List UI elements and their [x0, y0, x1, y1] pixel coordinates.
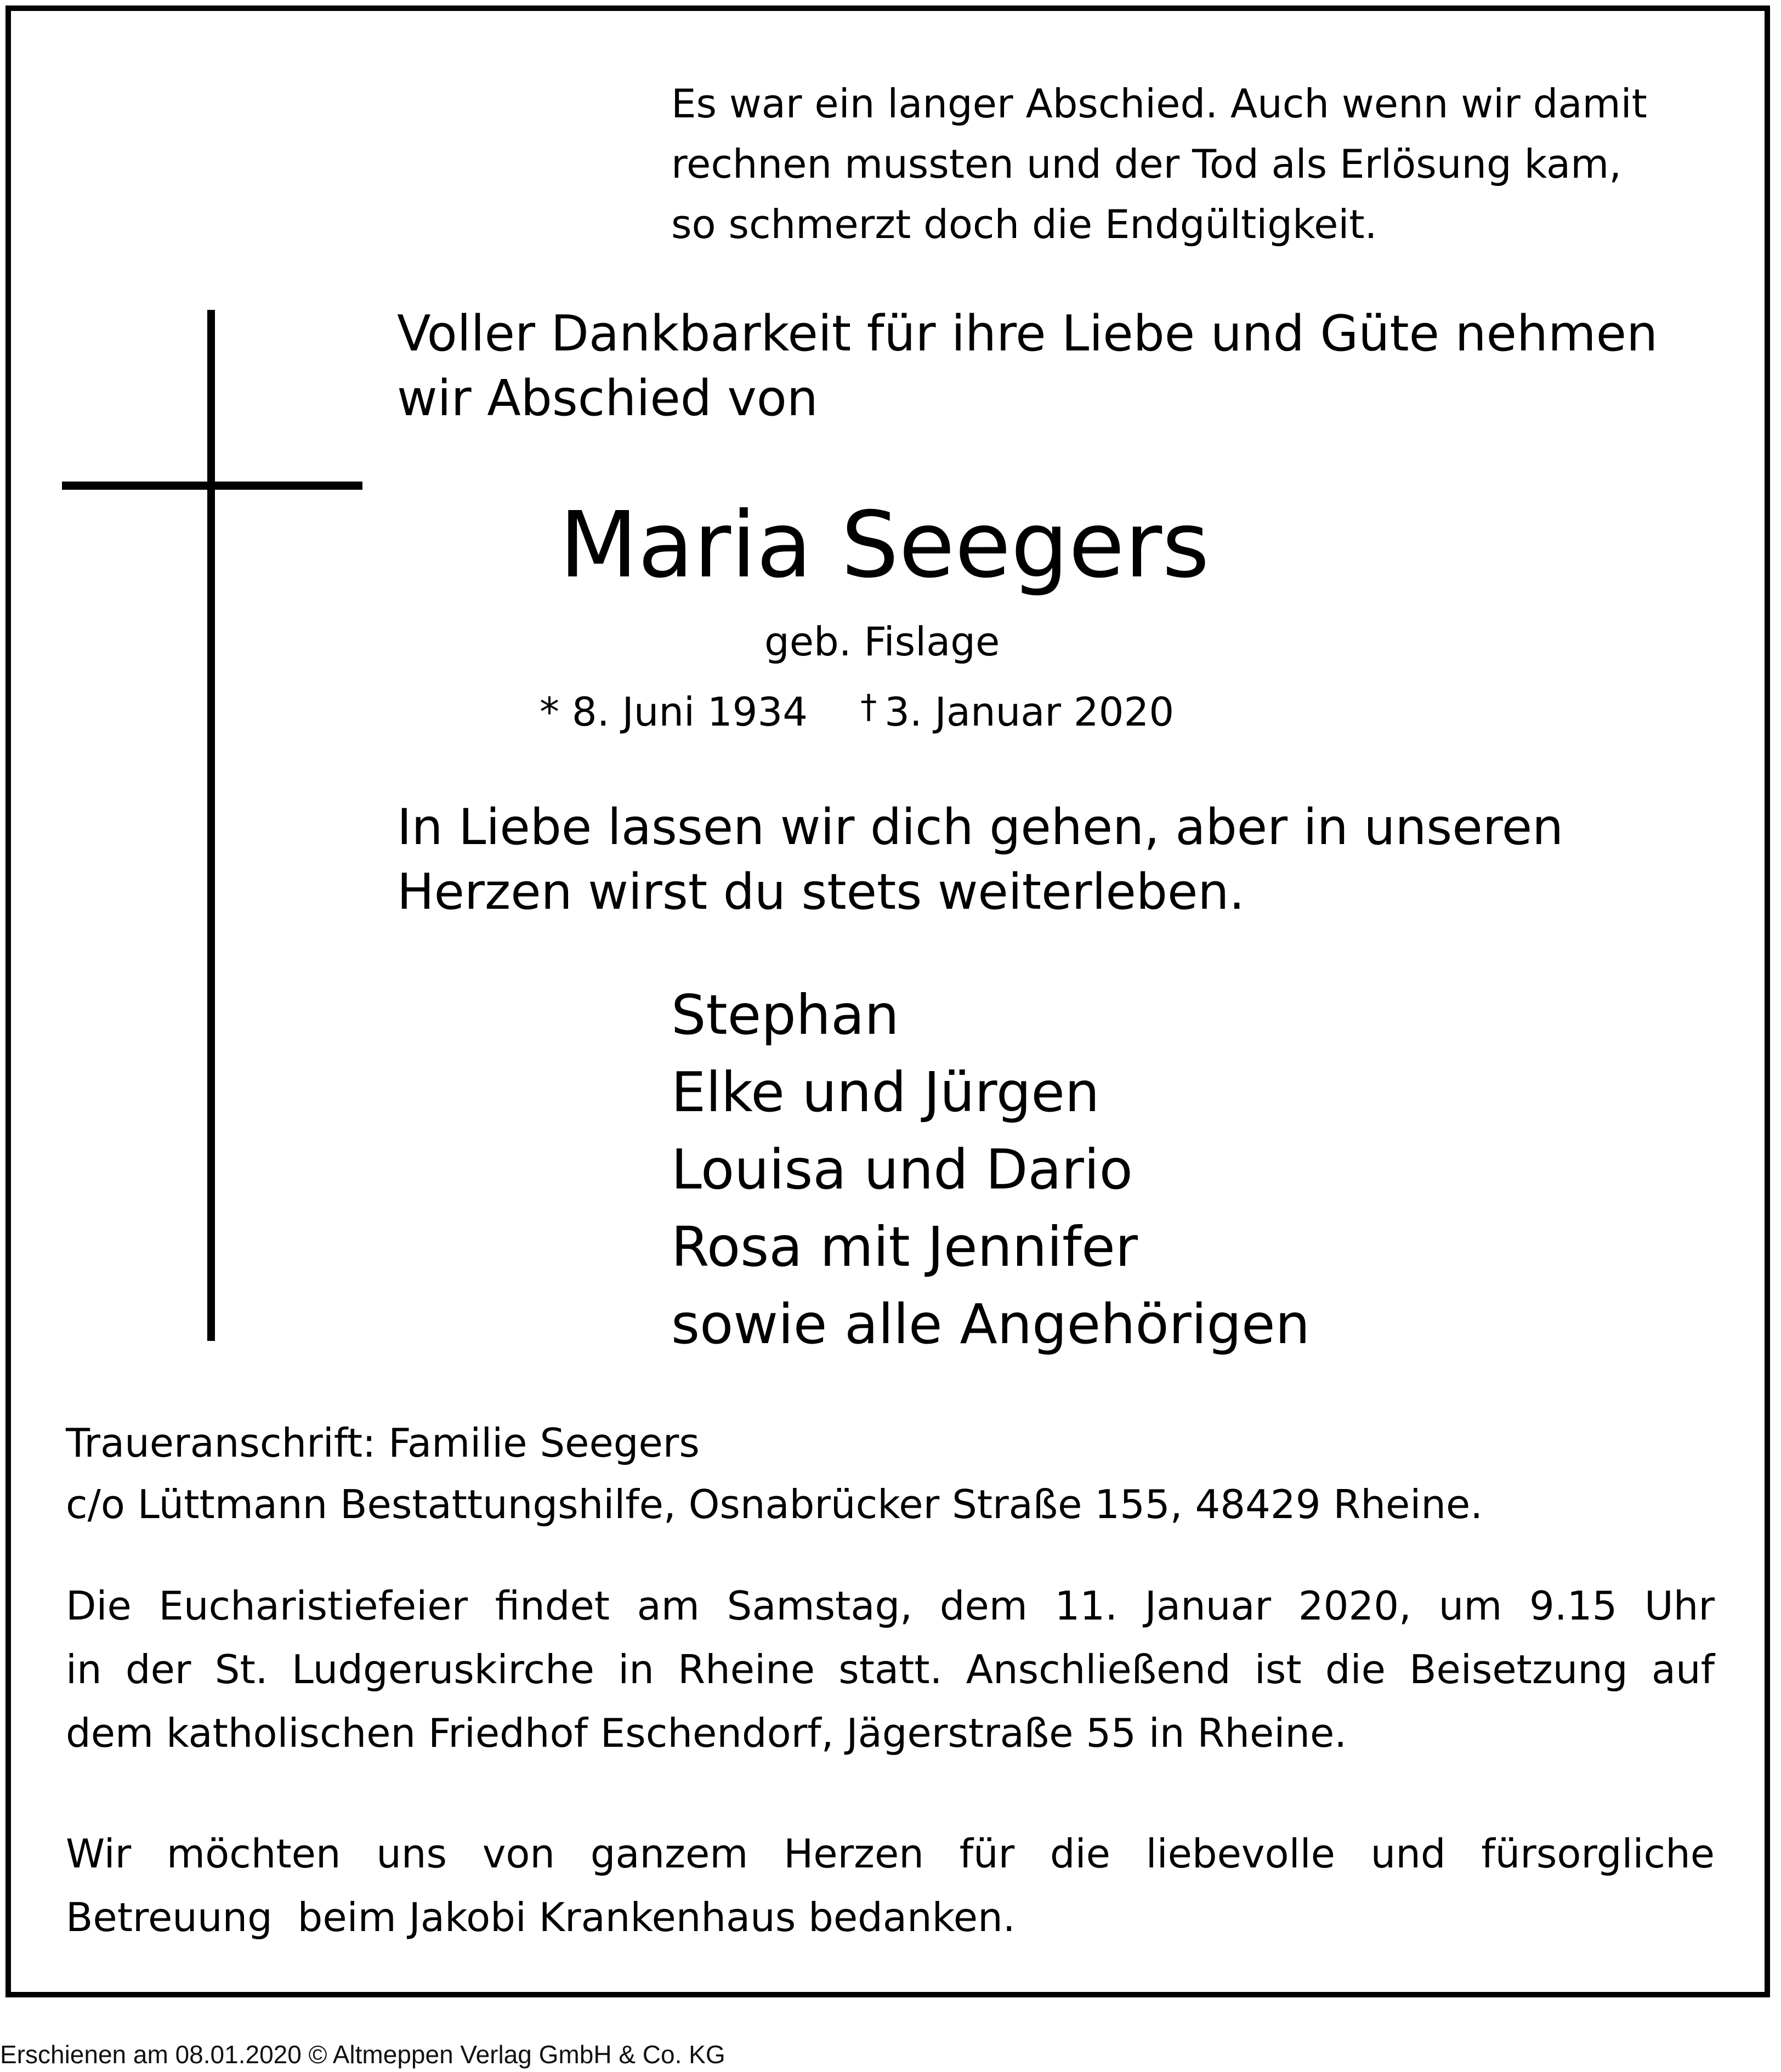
death-date: 3. Januar 2020 — [884, 689, 1175, 735]
quote-line: so schmerzt doch die Endgültigkeit. — [671, 201, 1377, 247]
quote-line: rechnen mussten und der Tod als Erlösung kam, — [671, 141, 1622, 187]
thanks-line: Wir möchten uns von ganzem Herzen für die liebevolle und fürsorgliche — [66, 1831, 1715, 1877]
verse-line: In Liebe lassen wir dich gehen, aber in unseren — [397, 799, 1564, 856]
thanks-line: Betreuung beim Jakobi Krankenhaus bedanken. — [66, 1894, 1016, 1940]
mourner: sowie alle Angehörigen — [671, 1292, 1310, 1356]
intro-text — [397, 302, 1658, 431]
thanks-note — [66, 1822, 1715, 1949]
mourning-address — [66, 1412, 1483, 1535]
ceremony-line: dem katholischen Friedhof Eschendorf, Jägerstraße 55 in Rheine. — [66, 1710, 1347, 1756]
quote-line: Es war ein langer Abschied. Auch wenn wir damit — [671, 81, 1647, 127]
address-line: Traueranschrift: Familie Seegers — [66, 1420, 700, 1466]
ceremony-line: in der St. Ludgeruskirche in Rheine statt. Anschließend ist die Beisetzung auf — [66, 1646, 1715, 1692]
publication-footer: Erschienen am 08.01.2020 © Altmeppen Verlag GmbH & Co. KG — [0, 2040, 725, 2069]
deceased-name: Maria Seegers — [559, 492, 1210, 598]
life-dates — [540, 687, 1174, 739]
verse-line: Herzen wirst du stets weiterleben. — [397, 863, 1245, 921]
mourner: Elke und Jürgen — [671, 1060, 1100, 1124]
mourner: Louisa und Dario — [671, 1137, 1133, 1202]
birth-date: * 8. Juni 1934 — [540, 689, 808, 735]
cross-icon-crossbar — [62, 482, 362, 490]
mourner: Rosa mit Jennifer — [671, 1215, 1138, 1279]
intro-line: wir Abschied von — [397, 370, 818, 427]
mourner: Stephan — [671, 983, 899, 1047]
address-line: c/o Lüttmann Bestattungshilfe, Osnabrücker Straße 155, 48429 Rheine. — [66, 1481, 1483, 1527]
ceremony-info — [66, 1574, 1715, 1765]
ceremony-line: Die Eucharistiefeier findet am Samstag, dem 11. Januar 2020, um 9.15 Uhr — [66, 1583, 1715, 1629]
maiden-name: geb. Fislage — [764, 619, 1000, 665]
cross-icon — [207, 310, 215, 1341]
memorial-verse — [397, 795, 1563, 925]
mourners-list — [671, 976, 1310, 1363]
dagger-icon: † — [860, 688, 877, 726]
intro-line: Voller Dankbarkeit für ihre Liebe und Güte nehmen — [397, 305, 1658, 363]
opening-quote — [671, 73, 1647, 254]
